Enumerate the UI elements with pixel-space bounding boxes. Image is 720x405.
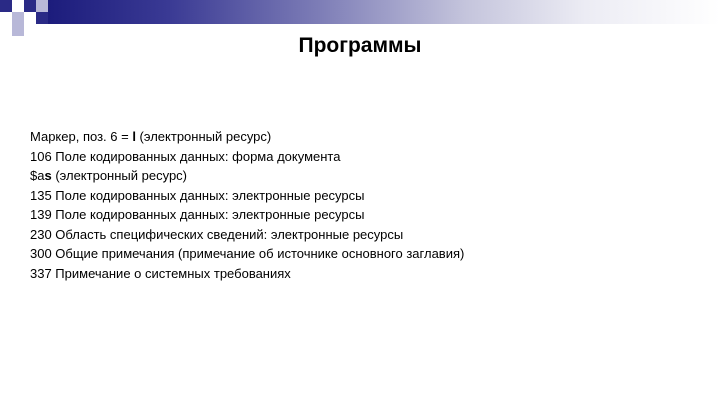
content-line — [30, 225, 690, 245]
line-text: 300 Общие примечания (примечание об источнике основного заглавия) — [30, 246, 465, 261]
content-line — [30, 205, 690, 225]
content-line — [30, 186, 690, 206]
line-text: 135 Поле кодированных данных: электронные ресурсы — [30, 187, 365, 203]
content-list — [30, 127, 690, 283]
content-line — [30, 264, 690, 284]
checker-square — [24, 12, 36, 24]
content-line — [30, 127, 690, 147]
line-text: $a — [30, 168, 45, 183]
checker-square — [36, 0, 48, 12]
checker-square — [24, 0, 36, 12]
checker-pattern — [0, 0, 48, 36]
slide-title-text: Программы — [298, 34, 422, 57]
checker-square — [12, 0, 24, 12]
line-text: (электронный ресурс) — [51, 168, 188, 183]
line-text: 337 Примечание о системных требованиях — [30, 265, 291, 281]
line-text: (электронный ресурс) — [135, 129, 272, 144]
line-text: Маркер, поз. 6 = — [30, 129, 133, 144]
line-code-mark: l — [132, 129, 136, 144]
line-text: 106 Поле кодированных данных: форма документа — [30, 148, 341, 164]
checker-square — [0, 0, 12, 12]
header-decoration — [0, 0, 720, 24]
line-text: 230 Область специфических сведений: электронные ресурсы — [30, 226, 404, 242]
content-line — [30, 147, 690, 167]
content-line — [30, 244, 690, 264]
title-gradient-band — [48, 0, 720, 24]
checker-square — [0, 12, 12, 24]
line-code-mark: s — [44, 168, 52, 183]
checker-square — [36, 12, 48, 24]
content-line — [30, 166, 690, 186]
line-text: 139 Поле кодированных данных: электронные ресурсы — [30, 207, 365, 222]
slide-title — [0, 34, 720, 58]
checker-square — [12, 12, 24, 24]
